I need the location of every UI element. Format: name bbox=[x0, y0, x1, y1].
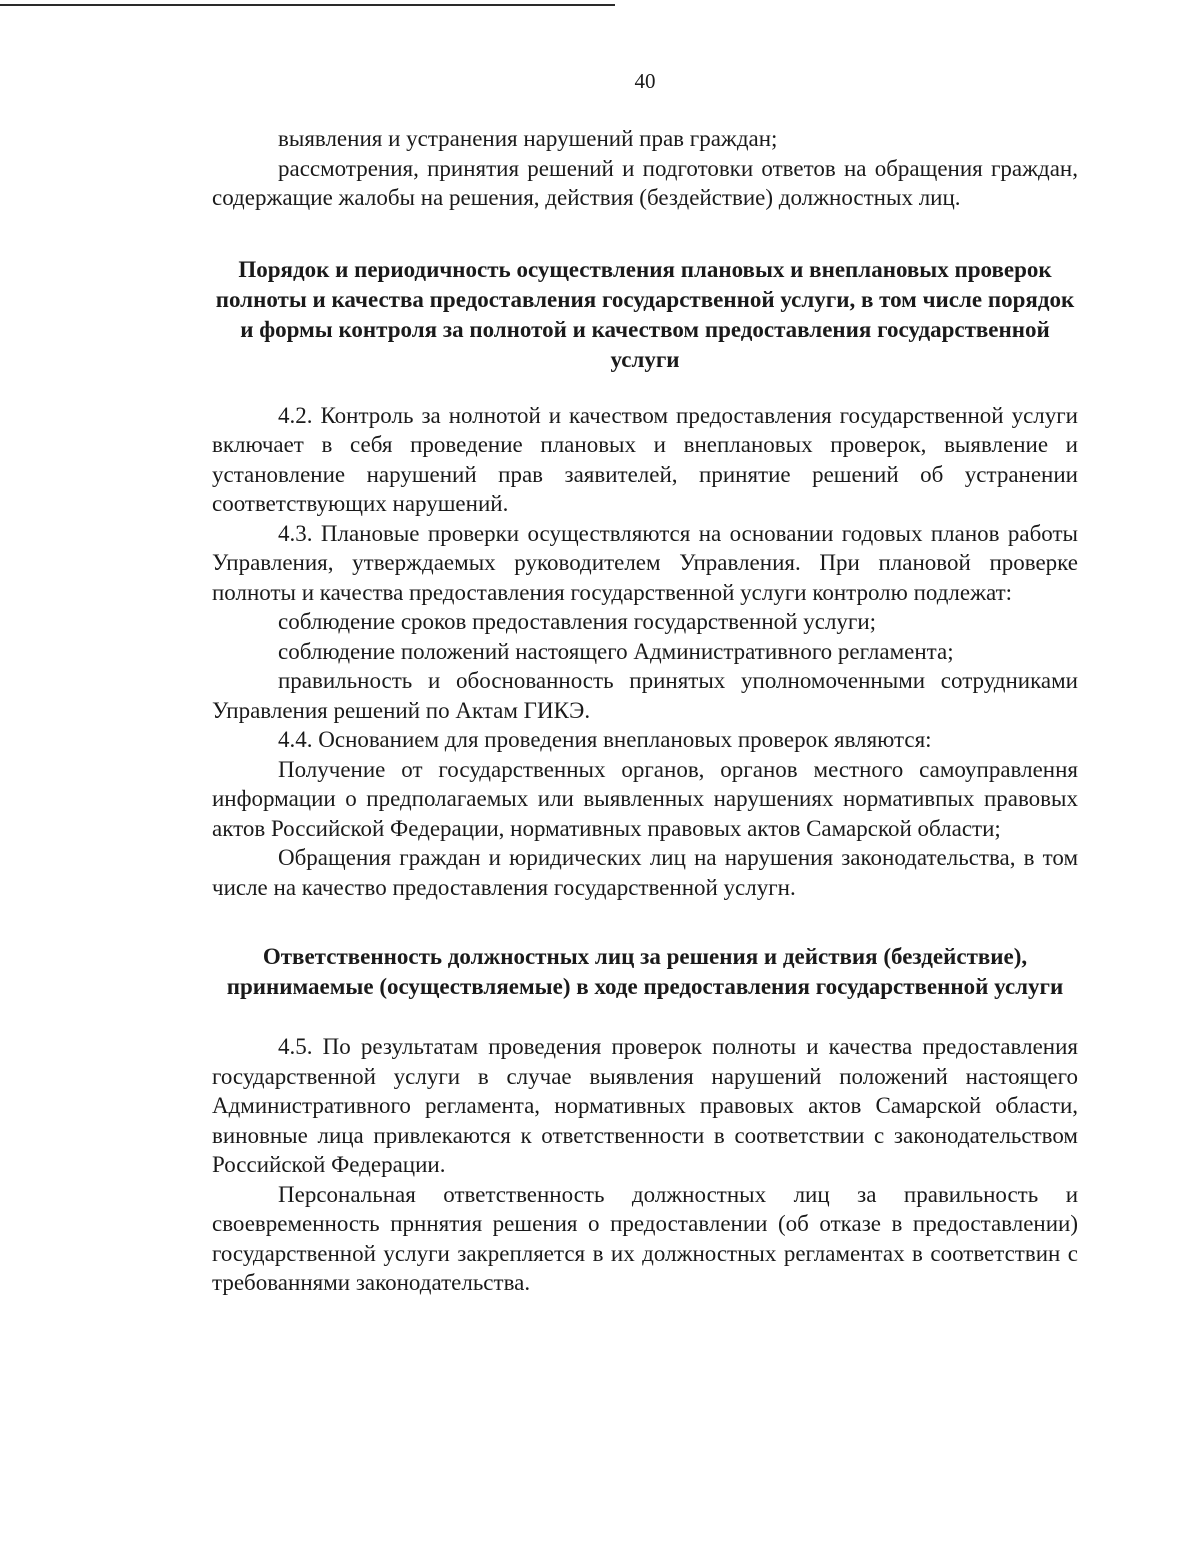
paragraph: соблюдение положений настоящего Административного регламента; bbox=[278, 638, 954, 664]
paragraph: 4.2. Контроль за нолнотой и качеством предоставления государственной услуги включает в себя проведение плановых и внеплановых проверок, выявление и установление нарушений прав заявителей, принятие решений об устранении соответствующих нарушений. bbox=[212, 402, 1078, 516]
paragraph: выявления и устранения нарушений прав граждан; bbox=[278, 126, 778, 151]
paragraph: Обращения граждан и юридических лиц на нарушения законодательства, в том числе на качество предоставления государственной услугн. bbox=[212, 845, 1078, 900]
top-scan-rule bbox=[0, 4, 615, 6]
paragraph: 4.5. По результатам проведения проверок полноты и качества предоставления государственной услуги в случае выявления нарушений положений настоящего Административного регламента, нормативных правовых актов Самарской области, виновные лица привлекаются к ответственности в соответствии с законодательством Российской Федерации. bbox=[212, 1034, 1078, 1177]
paragraph: соблюдение сроков предоставления государственной услуги; bbox=[278, 609, 877, 634]
document-page bbox=[212, 66, 1078, 1298]
section-heading: Ответственность должностных лиц за решения и действия (бездействие), принимаемые (осуществляемые) в ходе предоставления государственной услуги bbox=[226, 944, 1064, 999]
paragraph: Получение от государственных органов, органов местного самоуправлення информации о предполагаемых или выявленных нарушениях нормативпых правовых актов Российской Федерации, нормативных правовых актов Самарской области; bbox=[212, 756, 1078, 841]
paragraph: правильность и обоснованность принятых уполномоченными сотрудниками Управления решений по Актам ГИКЭ. bbox=[212, 668, 1078, 723]
paragraph: Персональная ответственность должностных лиц за правильность и своевременность прннятия решения о предоставлении (об отказе в предоставлении) государственной услуги закрепляется в их должностных регламентах в соответствин с требованнями законодательства. bbox=[212, 1181, 1078, 1295]
section-heading: Порядок и периодичность осуществления плановых и внеплановых проверок полноты и качества предоставления государственной услуги, в том числе порядок и формы контроля за полнотой и качеством предоставления государственной услуги bbox=[215, 256, 1075, 372]
paragraph: рассмотрения, принятия решений и подготовки ответов на обращения граждан, содержащие жалобы на решения, действия (бездействие) должностных лиц. bbox=[212, 155, 1078, 210]
page-number: 40 bbox=[634, 69, 656, 93]
paragraph: 4.3. Плановые проверки осуществляются на основании годовых планов работы Управления, утверждаемых руководителем Управления. При плановой проверке полноты и качества предоставления государственной услуги контролю подлежат: bbox=[212, 520, 1078, 605]
paragraph: 4.4. Основанием для проведения внеплановых проверок являются: bbox=[278, 727, 932, 752]
